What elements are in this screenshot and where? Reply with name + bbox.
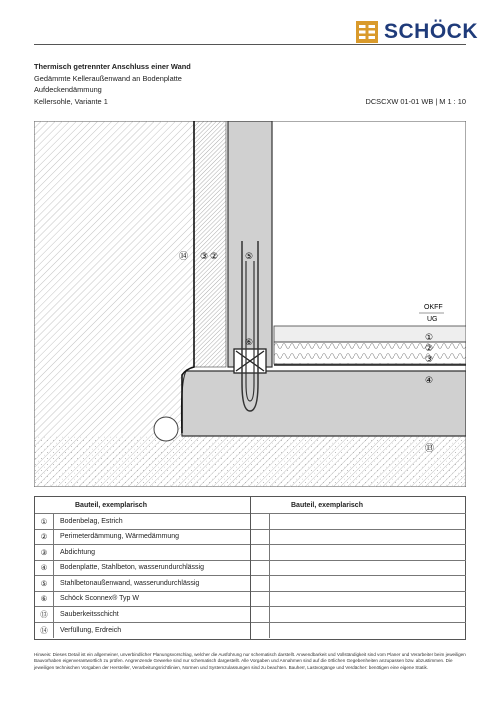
brand-logo [356, 20, 478, 44]
label-r2: ② [425, 344, 434, 354]
table-row-empty [251, 561, 466, 577]
row-label: Perimeterdämmung, Wärmedämmung [60, 533, 180, 541]
subtitle-line-4: Kellersohle, Variante 1 [34, 96, 108, 106]
label-okff: OKFF [424, 304, 443, 311]
floor-insulation [274, 342, 466, 364]
table-row-empty [251, 545, 466, 561]
component-table [34, 496, 466, 640]
base-slab [182, 371, 467, 436]
perimeter-insulation [194, 121, 226, 367]
blinding-layer [34, 436, 466, 487]
row-number: ⑬ [35, 607, 54, 622]
table-row-empty [251, 576, 466, 592]
table-row-empty [251, 592, 466, 608]
row-number: ③ [35, 545, 54, 560]
row-number: ④ [35, 561, 54, 576]
concrete-wall [228, 121, 272, 367]
row-label: Schöck Sconnex® Typ W [60, 595, 139, 603]
detail-drawing [34, 121, 466, 487]
table-row [35, 623, 250, 639]
label-3: ③ [200, 252, 209, 262]
label-r1: ① [425, 333, 434, 343]
drawing-code: DCSCXW 01-01 WB | M 1 : 10 [365, 97, 466, 106]
brand-name: SCHÖCK [384, 20, 479, 43]
right-header-label: Bauteil, exemplarisch [291, 501, 363, 509]
table-row-empty [251, 623, 466, 639]
table-header-right [251, 497, 466, 514]
label-r4: ④ [425, 376, 434, 386]
row-label: Bodenbelag, Estrich [60, 517, 123, 525]
table-row [35, 592, 250, 608]
table-row [35, 545, 250, 561]
table-header-left [35, 497, 250, 514]
component-list-right [251, 497, 466, 638]
table-row [35, 514, 250, 530]
label-6: ⑥ [245, 338, 254, 348]
row-label: Sauberkeitsschicht [60, 610, 119, 618]
label-r3: ③ [425, 355, 434, 365]
table-row-empty [251, 607, 466, 623]
row-label: Bodenplatte, Stahlbeton, wasserundurchlässig [60, 564, 204, 572]
label-r13: ⑬ [425, 444, 435, 454]
table-row [35, 561, 250, 577]
row-number: ⑭ [35, 623, 54, 639]
row-number: ① [35, 514, 54, 529]
label-5: ⑤ [245, 252, 254, 262]
table-row [35, 607, 250, 623]
subtitle-line-3: Aufdeckendämmung [34, 85, 102, 95]
table-row-empty [251, 514, 466, 530]
document-title: Thermisch getrennter Anschluss einer Wand [34, 62, 191, 71]
label-ug: UG [427, 316, 438, 323]
table-row [35, 576, 250, 592]
row-number: ⑤ [35, 576, 54, 591]
row-label: Stahlbetonaußenwand, wasserundurchlässig [60, 579, 200, 587]
label-2: ② [210, 252, 219, 262]
table-row [35, 530, 250, 546]
document-header [34, 61, 466, 107]
floor-screed [274, 326, 466, 342]
header-divider [34, 44, 466, 45]
table-row-empty [251, 530, 466, 546]
subtitle-line-2: Gedämmte Kelleraußenwand an Bodenplatte [34, 73, 182, 83]
component-list-left [35, 497, 251, 639]
label-14: ⑭ [179, 252, 189, 262]
row-number: ② [35, 530, 54, 545]
disclaimer-note: Hinweis: Dieses Detail ist ein allgemeiner, unverbindlicher Planungsvorschlag, welcher die Ausführung nur schematisch darstellt. Anwendbarkeit und Vollständigkeit sind vom Planer und Verarbeiter beim jeweiligen Bauvorhaben eigenverantwortlich zu prüfen. Angrenzende Gewerke sind nur schematisch dargestellt. Alle Vorgaben und Annahmen sind auf die örtlichen Gegebenheiten anzupassen bzw. abzustimmen. Die jeweiligen technischen Vorgaben der Hersteller, Verarbeitungsrichtlinien, Normen und Systemzulassungen sind zu beachten. Bauherr, Lastvorgänge und Verdächer: benötigen eine eigene Statik. [34, 652, 466, 670]
drainage-pipe [154, 417, 178, 441]
row-label: Abdichtung [60, 548, 96, 556]
logo-mark-icon [356, 21, 378, 43]
left-header-label: Bauteil, exemplarisch [75, 501, 147, 509]
row-number: ⑥ [35, 592, 54, 607]
row-label: Verfüllung, Erdreich [60, 626, 122, 634]
